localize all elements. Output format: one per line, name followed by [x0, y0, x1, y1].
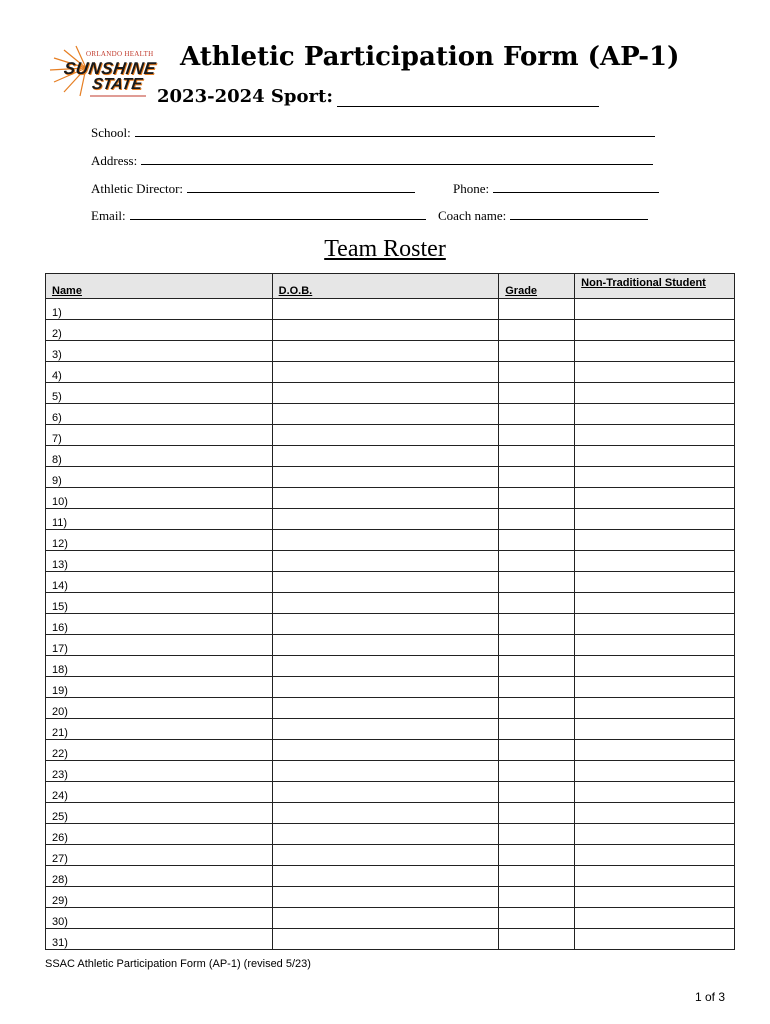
row-number-name-cell[interactable]: 2) — [46, 320, 273, 341]
non-traditional-cell[interactable] — [575, 593, 735, 614]
dob-cell[interactable] — [272, 782, 499, 803]
grade-cell[interactable] — [499, 530, 575, 551]
athletic-director-field — [91, 180, 415, 197]
non-traditional-cell[interactable] — [575, 551, 735, 572]
row-number-name-cell[interactable]: 30) — [46, 908, 273, 929]
grade-cell[interactable] — [499, 929, 575, 950]
sport-field — [157, 86, 599, 107]
table-row — [46, 299, 735, 320]
email-input-line[interactable] — [130, 207, 426, 220]
non-traditional-cell[interactable] — [575, 782, 735, 803]
table-row — [46, 866, 735, 887]
non-traditional-cell[interactable] — [575, 467, 735, 488]
grade-cell[interactable] — [499, 509, 575, 530]
address-label: Address: — [91, 153, 138, 168]
school-label: School: — [91, 125, 131, 140]
grade-cell[interactable] — [499, 635, 575, 656]
grade-cell[interactable] — [499, 593, 575, 614]
row-number-name-cell[interactable]: 1) — [46, 299, 273, 320]
non-traditional-cell[interactable] — [575, 929, 735, 950]
grade-cell[interactable] — [499, 383, 575, 404]
non-traditional-cell[interactable] — [575, 614, 735, 635]
name-column-header: Name — [46, 274, 273, 299]
row-number-name-cell[interactable]: 11) — [46, 509, 273, 530]
table-row — [46, 509, 735, 530]
grade-cell[interactable] — [499, 740, 575, 761]
grade-cell[interactable] — [499, 761, 575, 782]
grade-cell[interactable] — [499, 656, 575, 677]
dob-cell[interactable] — [272, 467, 499, 488]
table-row — [46, 677, 735, 698]
dob-cell[interactable] — [272, 719, 499, 740]
non-traditional-cell[interactable] — [575, 446, 735, 467]
phone-input-line[interactable] — [493, 180, 659, 193]
dob-cell[interactable] — [272, 404, 499, 425]
dob-cell[interactable] — [272, 320, 499, 341]
non-traditional-cell[interactable] — [575, 530, 735, 551]
non-traditional-cell[interactable] — [575, 341, 735, 362]
phone-field — [453, 180, 659, 197]
non-traditional-cell[interactable] — [575, 404, 735, 425]
row-number-name-cell[interactable]: 27) — [46, 845, 273, 866]
row-number-name-cell[interactable]: 10) — [46, 488, 273, 509]
non-traditional-cell[interactable] — [575, 425, 735, 446]
grade-cell[interactable] — [499, 614, 575, 635]
dob-cell[interactable] — [272, 740, 499, 761]
roster-table — [45, 273, 735, 950]
dob-cell[interactable] — [272, 425, 499, 446]
dob-cell[interactable] — [272, 551, 499, 572]
phone-label: Phone: — [453, 181, 490, 196]
school-field — [91, 124, 655, 141]
grade-cell[interactable] — [499, 320, 575, 341]
table-row — [46, 446, 735, 467]
table-row — [46, 572, 735, 593]
coach-field — [438, 207, 648, 224]
dob-cell[interactable] — [272, 824, 499, 845]
table-row — [46, 824, 735, 845]
table-row — [46, 530, 735, 551]
dob-cell[interactable] — [272, 488, 499, 509]
table-row — [46, 362, 735, 383]
non-traditional-cell[interactable] — [575, 635, 735, 656]
table-row — [46, 614, 735, 635]
roster-title: Team Roster — [324, 236, 446, 262]
dob-cell[interactable] — [272, 446, 499, 467]
table-row — [46, 404, 735, 425]
dob-cell[interactable] — [272, 887, 499, 908]
dob-cell[interactable] — [272, 593, 499, 614]
row-number-name-cell[interactable]: 24) — [46, 782, 273, 803]
row-number-name-cell[interactable]: 5) — [46, 383, 273, 404]
page-number: 1 of 3 — [694, 990, 725, 1004]
row-number-name-cell[interactable]: 23) — [46, 761, 273, 782]
table-row — [46, 593, 735, 614]
table-row — [46, 698, 735, 719]
table-row — [46, 656, 735, 677]
table-row — [46, 929, 735, 950]
dob-column-header: D.O.B. — [272, 274, 499, 299]
grade-cell[interactable] — [499, 845, 575, 866]
grade-cell[interactable] — [499, 404, 575, 425]
row-number-name-cell[interactable]: 18) — [46, 656, 273, 677]
dob-cell[interactable] — [272, 908, 499, 929]
grade-cell[interactable] — [499, 362, 575, 383]
grade-cell[interactable] — [499, 425, 575, 446]
coach-label: Coach name: — [438, 208, 507, 223]
dob-cell[interactable] — [272, 677, 499, 698]
table-row — [46, 635, 735, 656]
dob-cell[interactable] — [272, 341, 499, 362]
row-number-name-cell[interactable]: 21) — [46, 719, 273, 740]
roster-header-row — [46, 274, 735, 299]
email-label: Email: — [91, 208, 126, 223]
coach-input-line[interactable] — [510, 207, 648, 220]
row-number-name-cell[interactable]: 15) — [46, 593, 273, 614]
non-traditional-cell[interactable] — [575, 740, 735, 761]
table-row — [46, 341, 735, 362]
grade-cell[interactable] — [499, 887, 575, 908]
grade-cell[interactable] — [499, 677, 575, 698]
dob-cell[interactable] — [272, 614, 499, 635]
non-traditional-cell[interactable] — [575, 698, 735, 719]
non-traditional-cell[interactable] — [575, 824, 735, 845]
non-traditional-cell[interactable] — [575, 761, 735, 782]
athletic-director-input-line[interactable] — [187, 180, 415, 193]
non-traditional-column-header: Non-Traditional Student — [575, 274, 735, 299]
table-row — [46, 803, 735, 824]
dob-cell[interactable] — [272, 362, 499, 383]
dob-cell[interactable] — [272, 929, 499, 950]
grade-cell[interactable] — [499, 908, 575, 929]
non-traditional-cell[interactable] — [575, 320, 735, 341]
row-number-name-cell[interactable]: 8) — [46, 446, 273, 467]
table-row — [46, 845, 735, 866]
non-traditional-cell[interactable] — [575, 845, 735, 866]
dob-cell[interactable] — [272, 761, 499, 782]
row-number-name-cell[interactable]: 7) — [46, 425, 273, 446]
sunshine-state-logo — [46, 44, 158, 100]
grade-cell[interactable] — [499, 572, 575, 593]
non-traditional-cell[interactable] — [575, 719, 735, 740]
row-number-name-cell[interactable]: 28) — [46, 866, 273, 887]
grade-cell[interactable] — [499, 551, 575, 572]
email-field — [91, 207, 426, 224]
non-traditional-cell[interactable] — [575, 656, 735, 677]
row-number-name-cell[interactable]: 26) — [46, 824, 273, 845]
dob-cell[interactable] — [272, 572, 499, 593]
row-number-name-cell[interactable]: 22) — [46, 740, 273, 761]
table-row — [46, 740, 735, 761]
school-input-line[interactable] — [135, 124, 655, 137]
address-input-line[interactable] — [141, 152, 653, 165]
row-number-name-cell[interactable]: 3) — [46, 341, 273, 362]
table-row — [46, 383, 735, 404]
page-title: Athletic Participation Form (AP-1) — [180, 42, 680, 72]
table-row — [46, 719, 735, 740]
roster-body — [46, 299, 735, 950]
grade-cell[interactable] — [499, 803, 575, 824]
non-traditional-cell[interactable] — [575, 803, 735, 824]
non-traditional-cell[interactable] — [575, 488, 735, 509]
table-row — [46, 467, 735, 488]
table-row — [46, 320, 735, 341]
non-traditional-cell[interactable] — [575, 383, 735, 404]
grade-column-header: Grade — [499, 274, 575, 299]
logo-sunshine-text: SUNSHINE — [62, 59, 158, 78]
grade-cell[interactable] — [499, 488, 575, 509]
dob-cell[interactable] — [272, 866, 499, 887]
logo-sponsor-text: ORLANDO HEALTH — [86, 50, 154, 58]
table-row — [46, 908, 735, 929]
row-number-name-cell[interactable]: 12) — [46, 530, 273, 551]
row-number-name-cell[interactable]: 19) — [46, 677, 273, 698]
dob-cell[interactable] — [272, 299, 499, 320]
grade-cell[interactable] — [499, 782, 575, 803]
non-traditional-cell[interactable] — [575, 509, 735, 530]
non-traditional-cell[interactable] — [575, 362, 735, 383]
grade-cell[interactable] — [499, 824, 575, 845]
athletic-director-label: Athletic Director: — [91, 181, 184, 196]
non-traditional-cell[interactable] — [575, 887, 735, 908]
row-number-name-cell[interactable]: 14) — [46, 572, 273, 593]
grade-cell[interactable] — [499, 299, 575, 320]
dob-cell[interactable] — [272, 635, 499, 656]
row-number-name-cell[interactable]: 31) — [46, 929, 273, 950]
address-field — [91, 152, 653, 169]
non-traditional-cell[interactable] — [575, 677, 735, 698]
dob-cell[interactable] — [272, 845, 499, 866]
non-traditional-cell[interactable] — [575, 299, 735, 320]
table-row — [46, 488, 735, 509]
row-number-name-cell[interactable]: 4) — [46, 362, 273, 383]
grade-cell[interactable] — [499, 467, 575, 488]
grade-cell[interactable] — [499, 866, 575, 887]
sport-label: 2023-2024 Sport: — [157, 86, 333, 107]
non-traditional-cell[interactable] — [575, 908, 735, 929]
row-number-name-cell[interactable]: 13) — [46, 551, 273, 572]
row-number-name-cell[interactable]: 29) — [46, 887, 273, 908]
row-number-name-cell[interactable]: 17) — [46, 635, 273, 656]
sport-input-line[interactable] — [337, 90, 599, 107]
dob-cell[interactable] — [272, 383, 499, 404]
row-number-name-cell[interactable]: 25) — [46, 803, 273, 824]
dob-cell[interactable] — [272, 530, 499, 551]
row-number-name-cell[interactable]: 6) — [46, 404, 273, 425]
table-row — [46, 425, 735, 446]
row-number-name-cell[interactable]: 9) — [46, 467, 273, 488]
logo-state-text: STATE — [90, 76, 144, 93]
table-row — [46, 782, 735, 803]
dob-cell[interactable] — [272, 698, 499, 719]
row-number-name-cell[interactable]: 16) — [46, 614, 273, 635]
dob-cell[interactable] — [272, 656, 499, 677]
grade-cell[interactable] — [499, 719, 575, 740]
table-row — [46, 887, 735, 908]
non-traditional-cell[interactable] — [575, 572, 735, 593]
table-row — [46, 551, 735, 572]
table-row — [46, 761, 735, 782]
dob-cell[interactable] — [272, 509, 499, 530]
row-number-name-cell[interactable]: 20) — [46, 698, 273, 719]
form-revision-note: SSAC Athletic Participation Form (AP-1) (revised 5/23) — [45, 958, 311, 970]
dob-cell[interactable] — [272, 803, 499, 824]
grade-cell[interactable] — [499, 698, 575, 719]
grade-cell[interactable] — [499, 446, 575, 467]
grade-cell[interactable] — [499, 341, 575, 362]
non-traditional-cell[interactable] — [575, 866, 735, 887]
